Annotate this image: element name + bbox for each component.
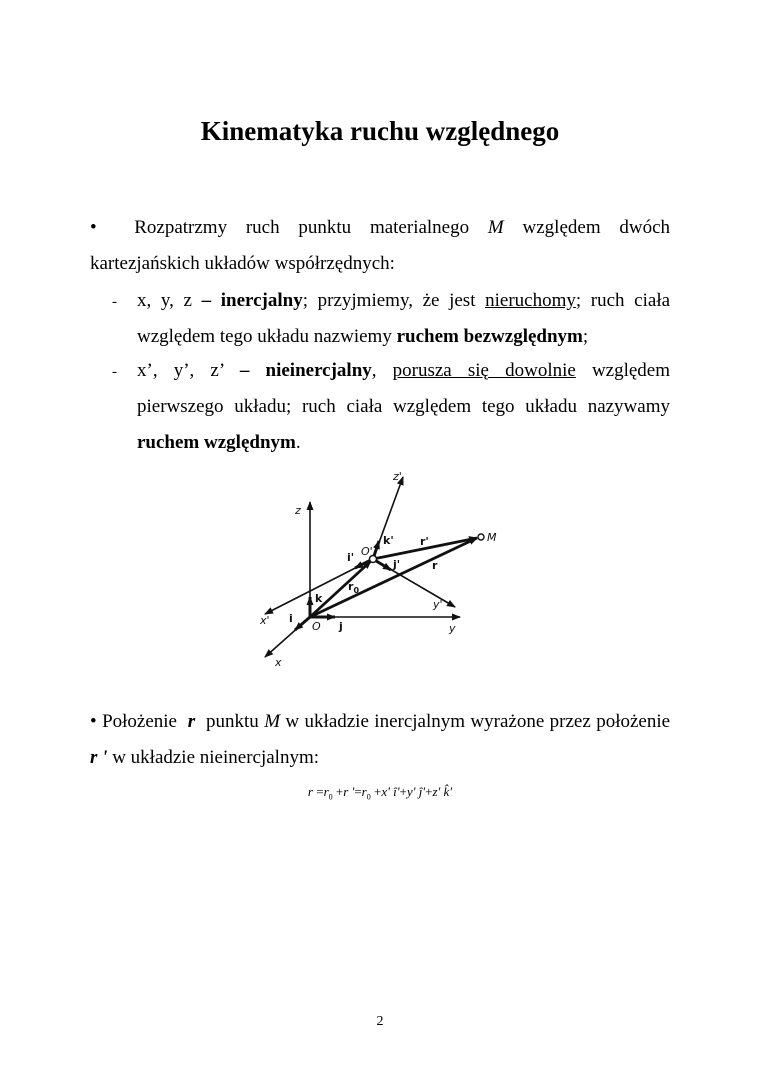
text-part: w układzie inercjalnym wyrażone przez położenie	[285, 711, 671, 732]
formula-r-prime: r '	[343, 784, 355, 799]
term: ruchem bezwzględnym	[396, 326, 583, 347]
frame-name: nieinercjalny	[265, 360, 372, 381]
formula-unit-j: ĵ'	[418, 784, 426, 799]
label-o-prime: O'	[361, 545, 373, 558]
label-y: y	[449, 622, 456, 635]
formula-x-prime: x'	[381, 784, 390, 799]
point-m: M	[264, 711, 281, 732]
label-z: z	[295, 504, 301, 517]
label-i-prime: i'	[347, 551, 355, 564]
text-part: ; przyjmiemy, że jest	[302, 290, 476, 311]
axes-label: x’, y’, z’	[137, 360, 224, 381]
formula-plus: +	[399, 784, 407, 799]
label-j-prime: j'	[393, 558, 401, 571]
formula-plus: +	[373, 784, 382, 799]
text-part: punktu	[206, 711, 259, 732]
label-k-prime: k'	[383, 534, 394, 547]
dash-separator: –	[201, 290, 212, 311]
intro-text-after: względem dwóch kartezjańskich układów współrzędnych:	[90, 217, 671, 274]
underlined-text: nieruchomy	[485, 290, 576, 311]
text-part: względem pierwszego układu; ruch ciała względem tego układu nazywamy	[137, 360, 671, 417]
term: ruchem względnym	[137, 432, 296, 453]
dash-separator: –	[239, 360, 250, 381]
label-r: r	[432, 559, 438, 572]
label-x: x	[275, 656, 282, 669]
text-part: Położenie	[102, 711, 177, 732]
list-dash-2: -	[112, 364, 117, 380]
label-m: M	[487, 531, 497, 544]
coordinate-frames-figure	[255, 462, 505, 674]
figure-svg	[255, 462, 505, 674]
list-item-noninertial	[137, 353, 670, 461]
formula-sub0: 0	[328, 792, 333, 802]
frame-name: inercjalny	[220, 290, 303, 311]
formula-unit-k: k̂'	[443, 784, 453, 799]
formula-eq2: =	[354, 784, 362, 799]
document-title: Kinematyka ruchu względnego	[200, 116, 560, 146]
intro-text-before: Rozpatrzmy ruch punktu materialnego	[134, 217, 470, 238]
label-x-prime: x'	[260, 614, 270, 627]
formula-r0b: r	[361, 784, 367, 799]
bullet: •	[90, 711, 97, 732]
bullet: •	[90, 217, 97, 238]
text-end: ;	[582, 326, 589, 347]
formula-unit-i: î'	[393, 784, 400, 799]
list-dash-1: -	[112, 294, 117, 310]
point-m: M	[487, 217, 504, 238]
label-j: j	[339, 620, 343, 633]
text-end: .	[295, 432, 301, 453]
label-k: k	[315, 592, 323, 605]
axes-label: x, y, z	[137, 290, 192, 311]
vector-r-symbol: r	[187, 711, 196, 732]
formula-r0: r	[323, 784, 329, 799]
formula-y-prime: y'	[406, 784, 416, 799]
formula-plus: +	[425, 784, 433, 799]
formula-eq: =	[316, 784, 324, 799]
list-item-inertial	[137, 283, 670, 355]
unit-i	[295, 617, 310, 630]
formula-z-prime: z'	[432, 784, 441, 799]
text-part: ,	[371, 360, 377, 381]
label-r-prime: r'	[420, 535, 429, 548]
formula-sub0b: 0	[366, 792, 371, 802]
label-z-prime: z'	[393, 470, 402, 483]
text-part: w układzie nieinercjalnym:	[112, 747, 319, 768]
position-paragraph	[90, 704, 670, 776]
intro-paragraph	[90, 210, 670, 282]
label-y-prime: y'	[433, 598, 443, 611]
formula-plus: +	[335, 784, 344, 799]
label-i: i	[289, 612, 293, 625]
page-number: 2	[376, 1014, 384, 1029]
vector-r0	[310, 561, 371, 617]
underlined-text: porusza się dowolnie	[392, 360, 576, 381]
text-part: ; ruch ciała względem tego układu nazwiemy	[137, 290, 671, 347]
label-r0: $r_0$	[348, 580, 360, 595]
vector-r-prime-symbol: r '	[90, 747, 108, 768]
label-o: O	[312, 620, 321, 633]
position-formula	[0, 784, 760, 802]
formula-lhs: r	[307, 784, 313, 799]
point-m-marker	[478, 534, 484, 540]
